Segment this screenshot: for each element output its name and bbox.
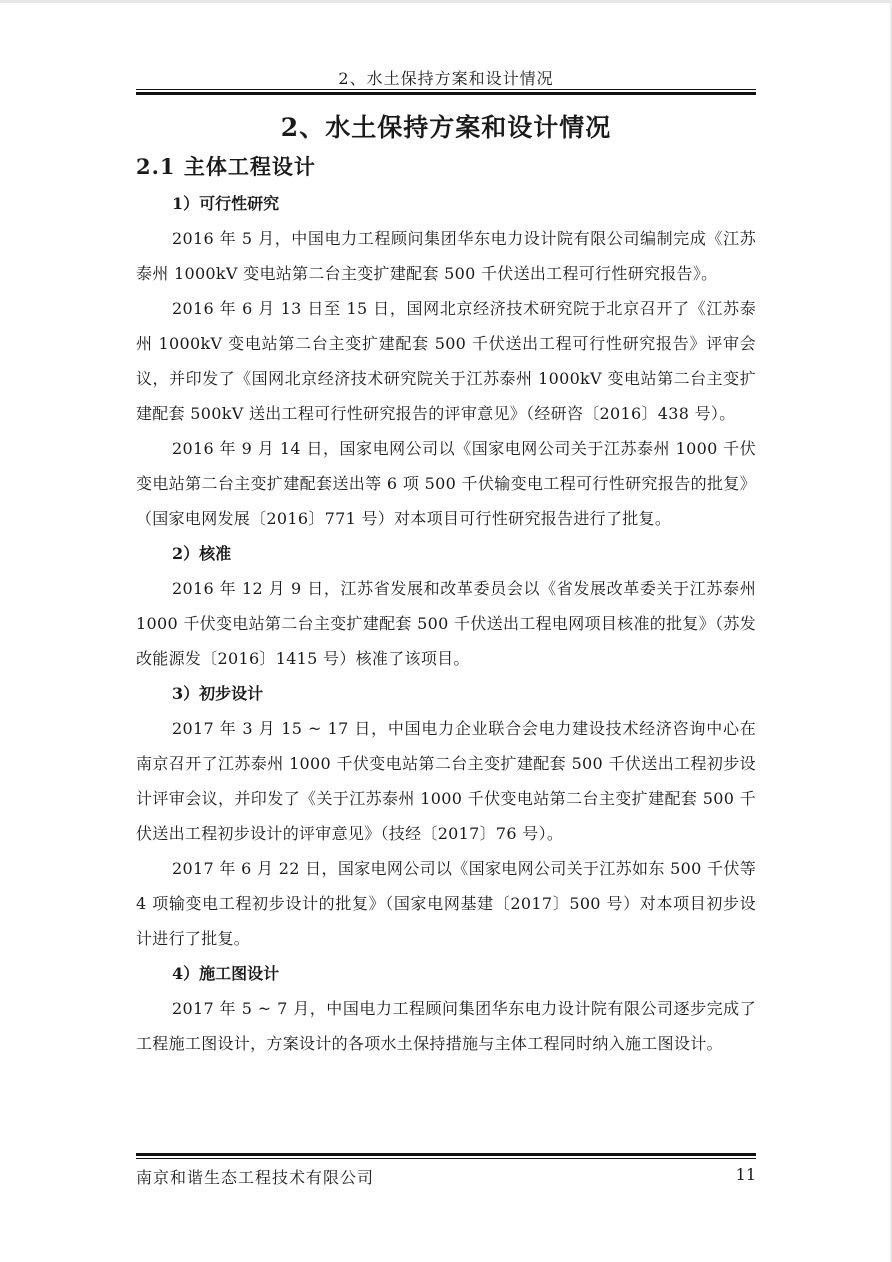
paragraph: 2016 年 9 月 14 日，国家电网公司以《国家电网公司关于江苏泰州 1000 千伏变电站第二台主变扩建配套送出等 6 项 500 千伏输变电工程可行性研究报告的批复》（国家电网发展〔2016〕771 号）对本项目可行性研究报告进行了批复。 bbox=[136, 439, 756, 528]
header-rule bbox=[136, 89, 756, 95]
subsection-heading-feasibility: 1）可行性研究 bbox=[172, 194, 280, 213]
running-header: 2、水土保持方案和设计情况 bbox=[338, 69, 554, 88]
footer-rule bbox=[136, 1153, 756, 1159]
page-footer bbox=[136, 1165, 756, 1188]
paragraph: 2017 年 3 月 15 ~ 17 日，中国电力企业联合会电力建设技术经济咨询中心在南京召开了江苏泰州 1000 千伏变电站第二台主变扩建配套 500 千伏送出工程初步设计评审会议，并印发了《关于江苏泰州 1000 千伏变电站第二台主变扩建配套 500 千伏送出工程初步设计的评审意见》（技经〔2017〕76 号）。 bbox=[136, 719, 756, 843]
section-heading: 2.1 主体工程设计 bbox=[136, 154, 316, 179]
footer-organization: 南京和谐生态工程技术有限公司 bbox=[136, 1168, 375, 1187]
page-body bbox=[136, 108, 756, 1061]
subsection-heading-approval: 2）核准 bbox=[172, 544, 232, 563]
subsection-heading-preliminary-design: 3）初步设计 bbox=[172, 684, 264, 703]
paragraph: 2016 年 6 月 13 日至 15 日，国网北京经济技术研究院于北京召开了《江苏泰州 1000kV 变电站第二台主变扩建配套 500 千伏送出工程可行性研究报告》评审会议，并印发了《国网北京经济技术研究院关于江苏泰州 1000kV 变电站第二台主变扩建配套 500kV 送出工程可行性研究报告的评审意见》（经研咨〔2016〕438 号）。 bbox=[136, 299, 756, 423]
page-title: 2、水土保持方案和设计情况 bbox=[280, 113, 612, 142]
paragraph: 2017 年 6 月 22 日，国家电网公司以《国家电网公司关于江苏如东 500 千伏等 4 项输变电工程初步设计的批复》（国家电网基建〔2017〕500 号）对本项目初步设计进行了批复。 bbox=[136, 859, 756, 948]
scan-top-edge bbox=[0, 0, 892, 3]
paragraph: 2016 年 12 月 9 日，江苏省发展和改革委员会以《省发展改革委关于江苏泰州 1000 千伏变电站第二台主变扩建配套 500 千伏送出工程电网项目核准的批复》（苏发改能源发〔2016〕1415 号）核准了该项目。 bbox=[136, 579, 756, 668]
paragraph: 2017 年 5 ~ 7 月，中国电力工程顾问集团华东电力设计院有限公司逐步完成了工程施工图设计，方案设计的各项水土保持措施与主体工程同时纳入施工图设计。 bbox=[136, 999, 756, 1053]
subsection-heading-construction-drawing: 4）施工图设计 bbox=[172, 964, 280, 983]
page-number: 11 bbox=[735, 1165, 756, 1184]
paragraph: 2016 年 5 月，中国电力工程顾问集团华东电力设计院有限公司编制完成《江苏泰州 1000kV 变电站第二台主变扩建配套 500 千伏送出工程可行性研究报告》。 bbox=[136, 229, 756, 283]
